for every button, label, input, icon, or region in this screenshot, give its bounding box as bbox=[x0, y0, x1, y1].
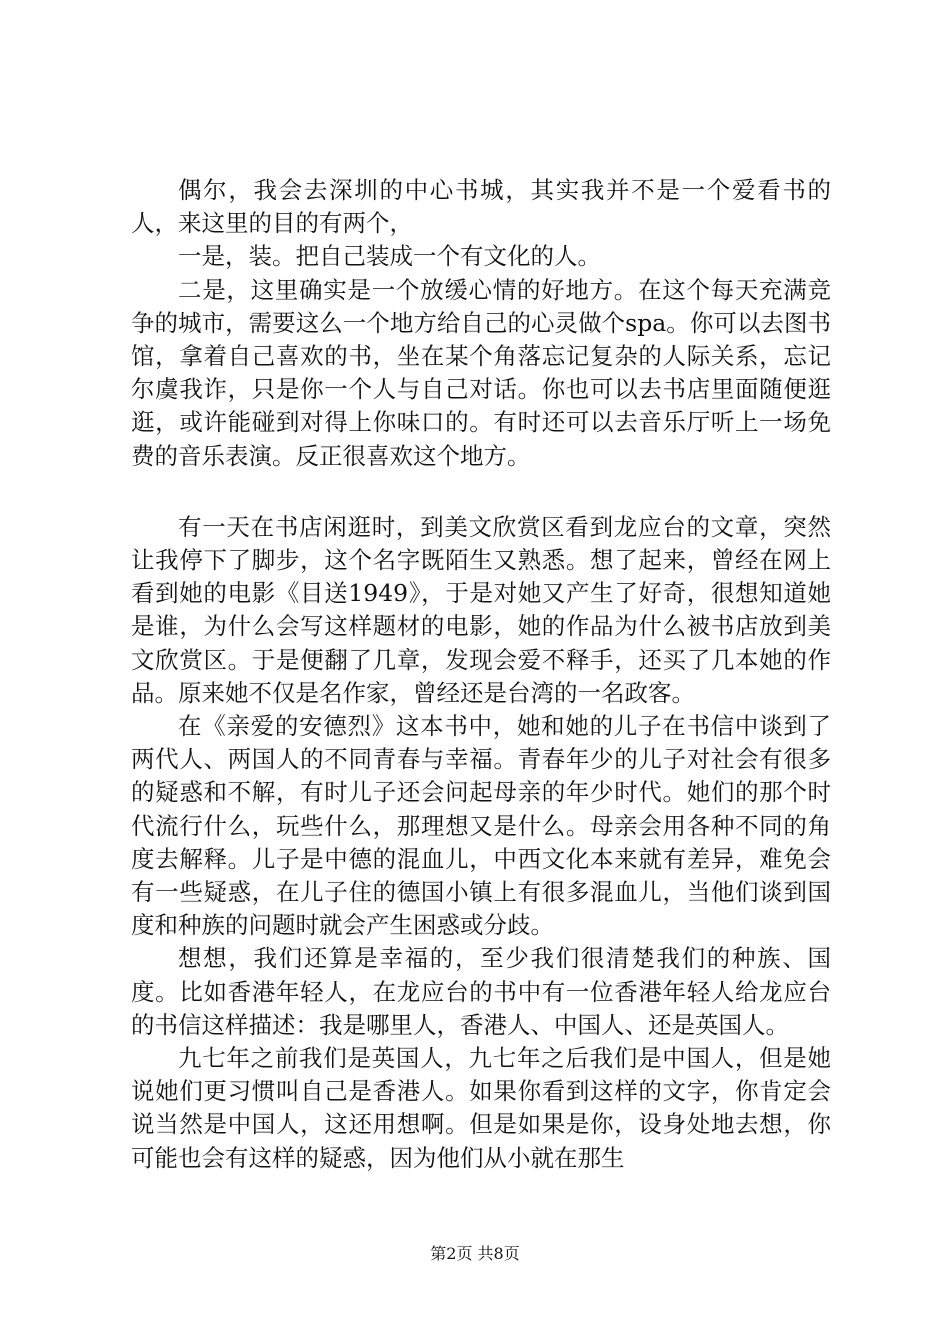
paragraph-visit-reason: 偶尔，我会去深圳的中心书城，其实我并不是一个爱看书的人，来这里的目的有两个， bbox=[131, 176, 831, 238]
paragraph-hong-kong-identity: 九七年之前我们是英国人，九七年之后我们是中国人，但是她说她们更习惯叫自己是香港人。如果你看到这样的文字，你肯定会说当然是中国人，这还用想啊。但是如果是你，设身处地去想，你可能也会有这样的疑惑，因为他们从小就在那生 bbox=[131, 1044, 831, 1172]
paragraph-dear-andreas: 在《亲爱的安德烈》这本书中，她和她的儿子在书信中谈到了两代人、两国人的不同青春与幸福。青春年少的儿子对社会有很多的疑惑和不解，有时儿子还会问起母亲的年少时代。她们的那个时代流行什么，玩些什么，那理想又是什么。母亲会用各种不同的角度去解释。儿子是中德的混血儿，中西文化本来就有差异，难免会有一些疑惑，在儿子住的德国小镇上有很多混血儿，当他们谈到国度和种族的问题时就会产生困惑或分歧。 bbox=[131, 712, 831, 940]
page-number-footer: 第2页 共8页 bbox=[430, 1244, 520, 1263]
paragraph-bookstore-discovery: 有一天在书店闲逛时，到美文欣赏区看到龙应台的文章，突然让我停下了脚步，这个名字既陌生又熟悉。想了起来，曾经在网上看到她的电影《目送1949》，于是对她又产生了好奇，很想知道她是谁，为什么会写这样题材的电影，她的作品为什么被书店放到美文欣赏区。于是便翻了几章，发现会爱不释手，还买了几本她的作品。原来她不仅是名作家，曾经还是台湾的一名政客。 bbox=[131, 512, 831, 707]
document-body bbox=[131, 174, 831, 1175]
paragraph-reason-one: 一是，装。把自己装成一个有文化的人。 bbox=[178, 242, 601, 271]
paragraph-reason-two: 二是，这里确实是一个放缓心情的好地方。在这个每天充满竞争的城市，需要这么一个地方给自己的心灵做个spa。你可以去图书馆，拿着自己喜欢的书，坐在某个角落忘记复杂的人际关系，忘记尔虞我诈，只是你一个人与自己对话。你也可以去书店里面随便逛逛，或许能碰到对得上你味口的。有时还可以去音乐厅听上一场免费的音乐表演。反正很喜欢这个地方。 bbox=[131, 275, 831, 470]
paragraph-identity-reflection: 想想，我们还算是幸福的，至少我们很清楚我们的种族、国度。比如香港年轻人，在龙应台的书中有一位香港年轻人给龙应台的书信这样描述：我是哪里人，香港人、中国人、还是英国人。 bbox=[131, 944, 831, 1039]
